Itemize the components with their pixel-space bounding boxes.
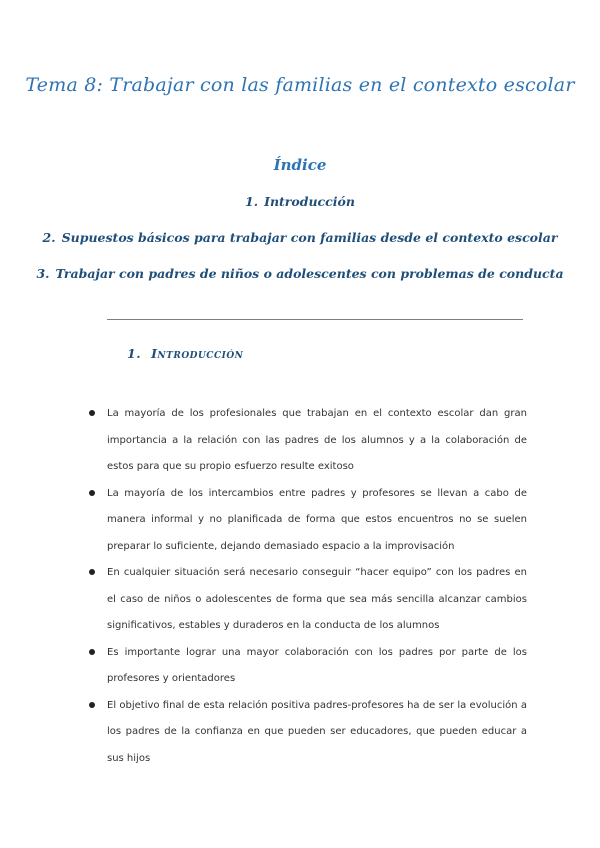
bullet-item <box>0 481 527 561</box>
bullet-item <box>0 401 527 481</box>
bullet-item <box>0 640 527 693</box>
bullet-text: Es importante lograr una mayor colaboración con los padres por parte de los profesores y orientadores <box>107 646 527 684</box>
index-item-label: Trabajar con padres de niños o adolescentes con problemas de conducta <box>55 266 564 281</box>
section-number: 1. <box>127 346 142 361</box>
bullet-item <box>0 693 527 773</box>
document-title: Tema 8: Trabajar con las familias en el contexto escolar <box>25 74 575 96</box>
bullet-dot-icon <box>89 490 95 496</box>
index-item-supuestos-basicos <box>0 224 600 260</box>
index-item-label: Introducción <box>264 194 355 209</box>
section-heading-introduccion <box>127 346 243 361</box>
index-list <box>0 188 600 296</box>
bullet-text: La mayoría de los intercambios entre padres y profesores se llevan a cabo de manera informal y no planificada de forma que estos encuentros no se suelen preparar lo suficiente, dejando demasiado espacio a la improvisación <box>107 487 527 552</box>
bullet-dot-icon <box>89 410 95 416</box>
index-item-padres-problemas-conducta <box>0 260 600 296</box>
bullet-text: En cualquier situación será necesario conseguir “hacer equipo” con los padres en el caso de niños o adolescentes de forma que sea más sencilla alcanzar cambios significativos, estables y duraderos en la conducta de los alumnos <box>107 567 527 631</box>
index-item-label: Supuestos básicos para trabajar con familias desde el contexto escolar <box>61 230 558 245</box>
bullet-dot-icon <box>89 569 95 575</box>
section-title: Introducción <box>151 346 244 361</box>
bullet-list <box>0 401 600 772</box>
bullet-dot-icon <box>89 702 95 708</box>
index-item-number: 3. <box>36 266 50 281</box>
section-divider <box>107 319 523 320</box>
bullet-text: La mayoría de los profesionales que trabajan en el contexto escolar dan gran importancia a la relación con las padres de los alumnos y a la colaboración de estos para que su propio esfuerzo resulte exitoso <box>107 408 527 472</box>
bullet-dot-icon <box>89 649 95 655</box>
index-heading: Índice <box>273 156 327 174</box>
bullet-item <box>0 560 527 640</box>
index-item-introduccion <box>0 188 600 224</box>
bullet-text: El objetivo final de esta relación positiva padres-profesores ha de ser la evolución a los padres de la confianza en que pueden ser educadores, que pueden educar a sus hijos <box>107 699 527 764</box>
index-item-number: 1. <box>245 194 259 209</box>
index-item-number: 2. <box>42 230 56 245</box>
